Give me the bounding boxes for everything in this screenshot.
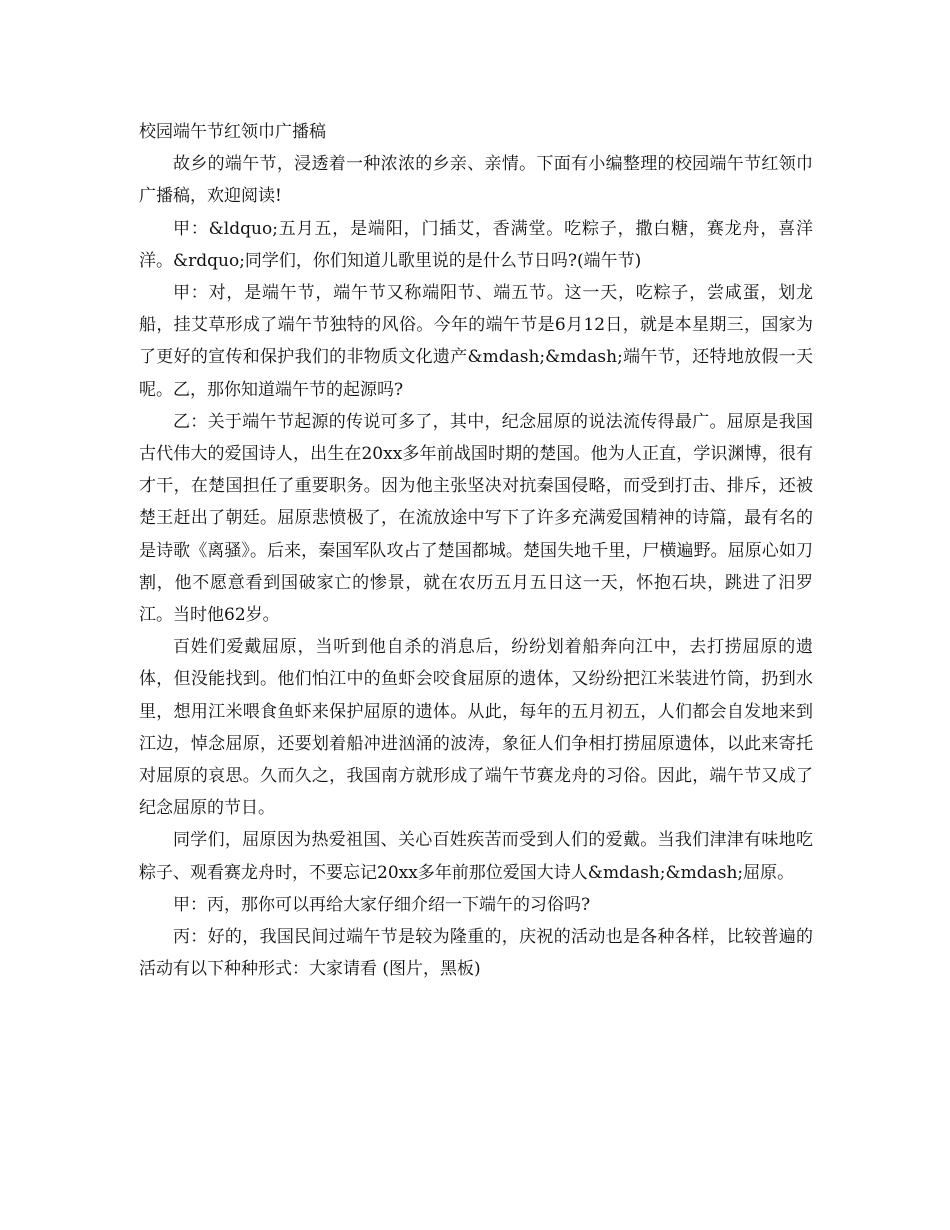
paragraph-jia-question: 甲：丙，那你可以再给大家仔细介绍一下端午的习俗吗? [173, 894, 591, 915]
paragraph-people-mourn: 百姓们爱戴屈原，当听到他自杀的消息后，纷纷划着船奔向江中，去打捞屈原的遗体，但没能找到。他们怕江中的鱼虾会咬食屈原的遗体，又纷纷把江米装进竹筒，扔到水里，想用江米喂食鱼虾来保护屈原的遗体。从此，每年的五月初五，人们都会自发地来到江边，悼念屈原，还要划着船冲进汹涌的波涛，象征人们争相打捞屈原遗体，以此来寄托对屈原的哀思。久而久之，我国南方就形成了端午节赛龙舟的习俗。因此，端午节又成了纪念屈原的节日。 [139, 637, 813, 819]
paragraph-jia-customs: 甲：对，是端午节，端午节又称端阳节、端五节。这一天，吃粽子，尝咸蛋，划龙船，挂艾草形成了端午节独特的风俗。今年的端午节是6月12日，就是本星期三，国家为了更好的宣传和保护我们的非物质文化遗产&mdash;&mdash;端午节，还特地放假一天呢。乙，那你知道端午节的起源吗? [139, 283, 813, 400]
document-page [139, 116, 813, 985]
paragraph-intro: 故乡的端午节，浸透着一种浓浓的乡亲、亲情。下面有小编整理的校园端午节红领巾广播稿，欢迎阅读! [139, 154, 813, 207]
paragraph-classmates: 同学们，屈原因为热爱祖国、关心百姓疾苦而受到人们的爱戴。当我们津津有味地吃粽子、观看赛龙舟时，不要忘记20xx多年前那位爱国大诗人&mdash;&mdash;屈原。 [139, 830, 813, 883]
document-title: 校园端午节红领巾广播稿 [139, 122, 326, 142]
paragraph-yi-quyuan: 乙：关于端午节起源的传说可多了，其中，纪念屈原的说法流传得最广。屈原是我国古代伟大的爱国诗人，出生在20xx多年前战国时期的楚国。他为人正直，学识渊博，很有才干，在楚国担任了重要职务。因为他主张坚决对抗秦国侵略，而受到打击、排斥，还被楚王赶出了朝廷。屈原悲愤极了，在流放途中写下了许多充满爱国精神的诗篇，最有名的是诗歌《离骚》。后来，秦国军队攻占了楚国都城。楚国失地千里，尸横遍野。屈原心如刀割，他不愿意看到国破家亡的惨景，就在农历五月五日这一天，怀抱石块，跳进了汨罗江。当时他62岁。 [139, 411, 813, 626]
paragraph-bing-answer: 丙：好的，我国民间过端午节是较为隆重的，庆祝的活动也是各种各样，比较普遍的活动有以下种种形式：大家请看 (图片，黑板) [139, 927, 813, 980]
paragraph-jia-song: 甲：&ldquo;五月五，是端阳，门插艾，香满堂。吃粽子，撒白糖，赛龙舟，喜洋洋。&rdquo;同学们，你们知道儿歌里说的是什么节日吗?(端午节) [139, 218, 813, 271]
